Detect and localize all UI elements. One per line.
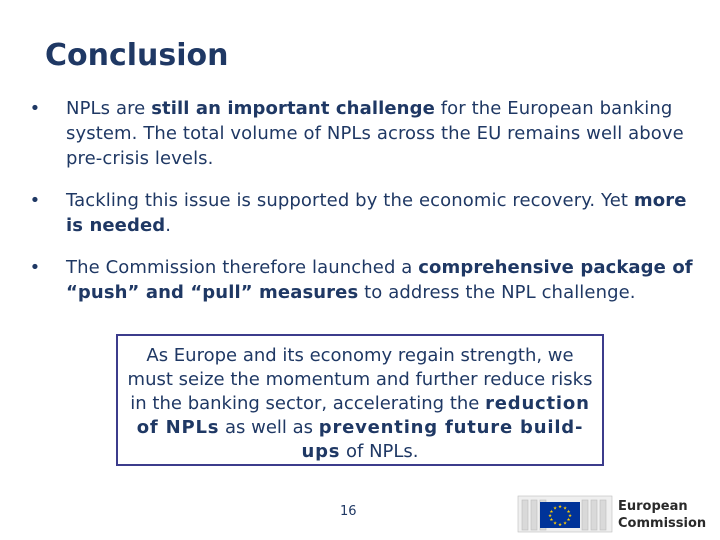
svg-text:★: ★	[549, 518, 554, 523]
svg-text:★: ★	[566, 510, 571, 515]
svg-text:★: ★	[557, 505, 563, 510]
svg-text:★: ★	[552, 521, 558, 527]
svg-text:★: ★	[562, 506, 568, 512]
bullet-list	[28, 96, 708, 322]
svg-text:★: ★	[549, 510, 554, 515]
bullet-item-2	[28, 188, 708, 238]
bullet-marker: •	[29, 257, 41, 278]
quote-text: As Europe and its economy regain strength, we must seize the momentum and further reduce risks in the banking sector, accelerating the reduction of NPLs as well as preventing future build-ups of NPLs.	[127, 345, 593, 462]
svg-text:★: ★	[566, 518, 571, 523]
bullet-text: Tackling this issue is supported by the economic recovery. Yet more is needed.	[66, 190, 687, 236]
logo-line-1: European	[618, 499, 688, 514]
quote-box	[116, 334, 604, 466]
bullet-item-3	[28, 255, 708, 305]
bullet-text: The Commission therefore launched a comprehensive package of “push” and “pull” measures to address the NPL challenge.	[66, 257, 693, 303]
bullet-item-1	[28, 96, 708, 171]
bullet-marker: •	[29, 98, 41, 119]
logo-line-2: Commission	[618, 516, 707, 531]
svg-text:★: ★	[557, 523, 563, 528]
slide-title: Conclusion	[45, 38, 229, 73]
logo-wordmark	[618, 498, 706, 532]
svg-text:★: ★	[567, 514, 573, 519]
bullet-text: NPLs are still an important challenge for the European banking system. The total volume of NPLs across the EU remains well above pre-crisis levels.	[66, 98, 684, 169]
svg-text:★: ★	[552, 506, 558, 512]
bullet-marker: •	[29, 190, 41, 211]
svg-text:★: ★	[547, 514, 553, 519]
page-number: 16	[340, 504, 357, 519]
svg-text:★: ★	[562, 521, 568, 527]
